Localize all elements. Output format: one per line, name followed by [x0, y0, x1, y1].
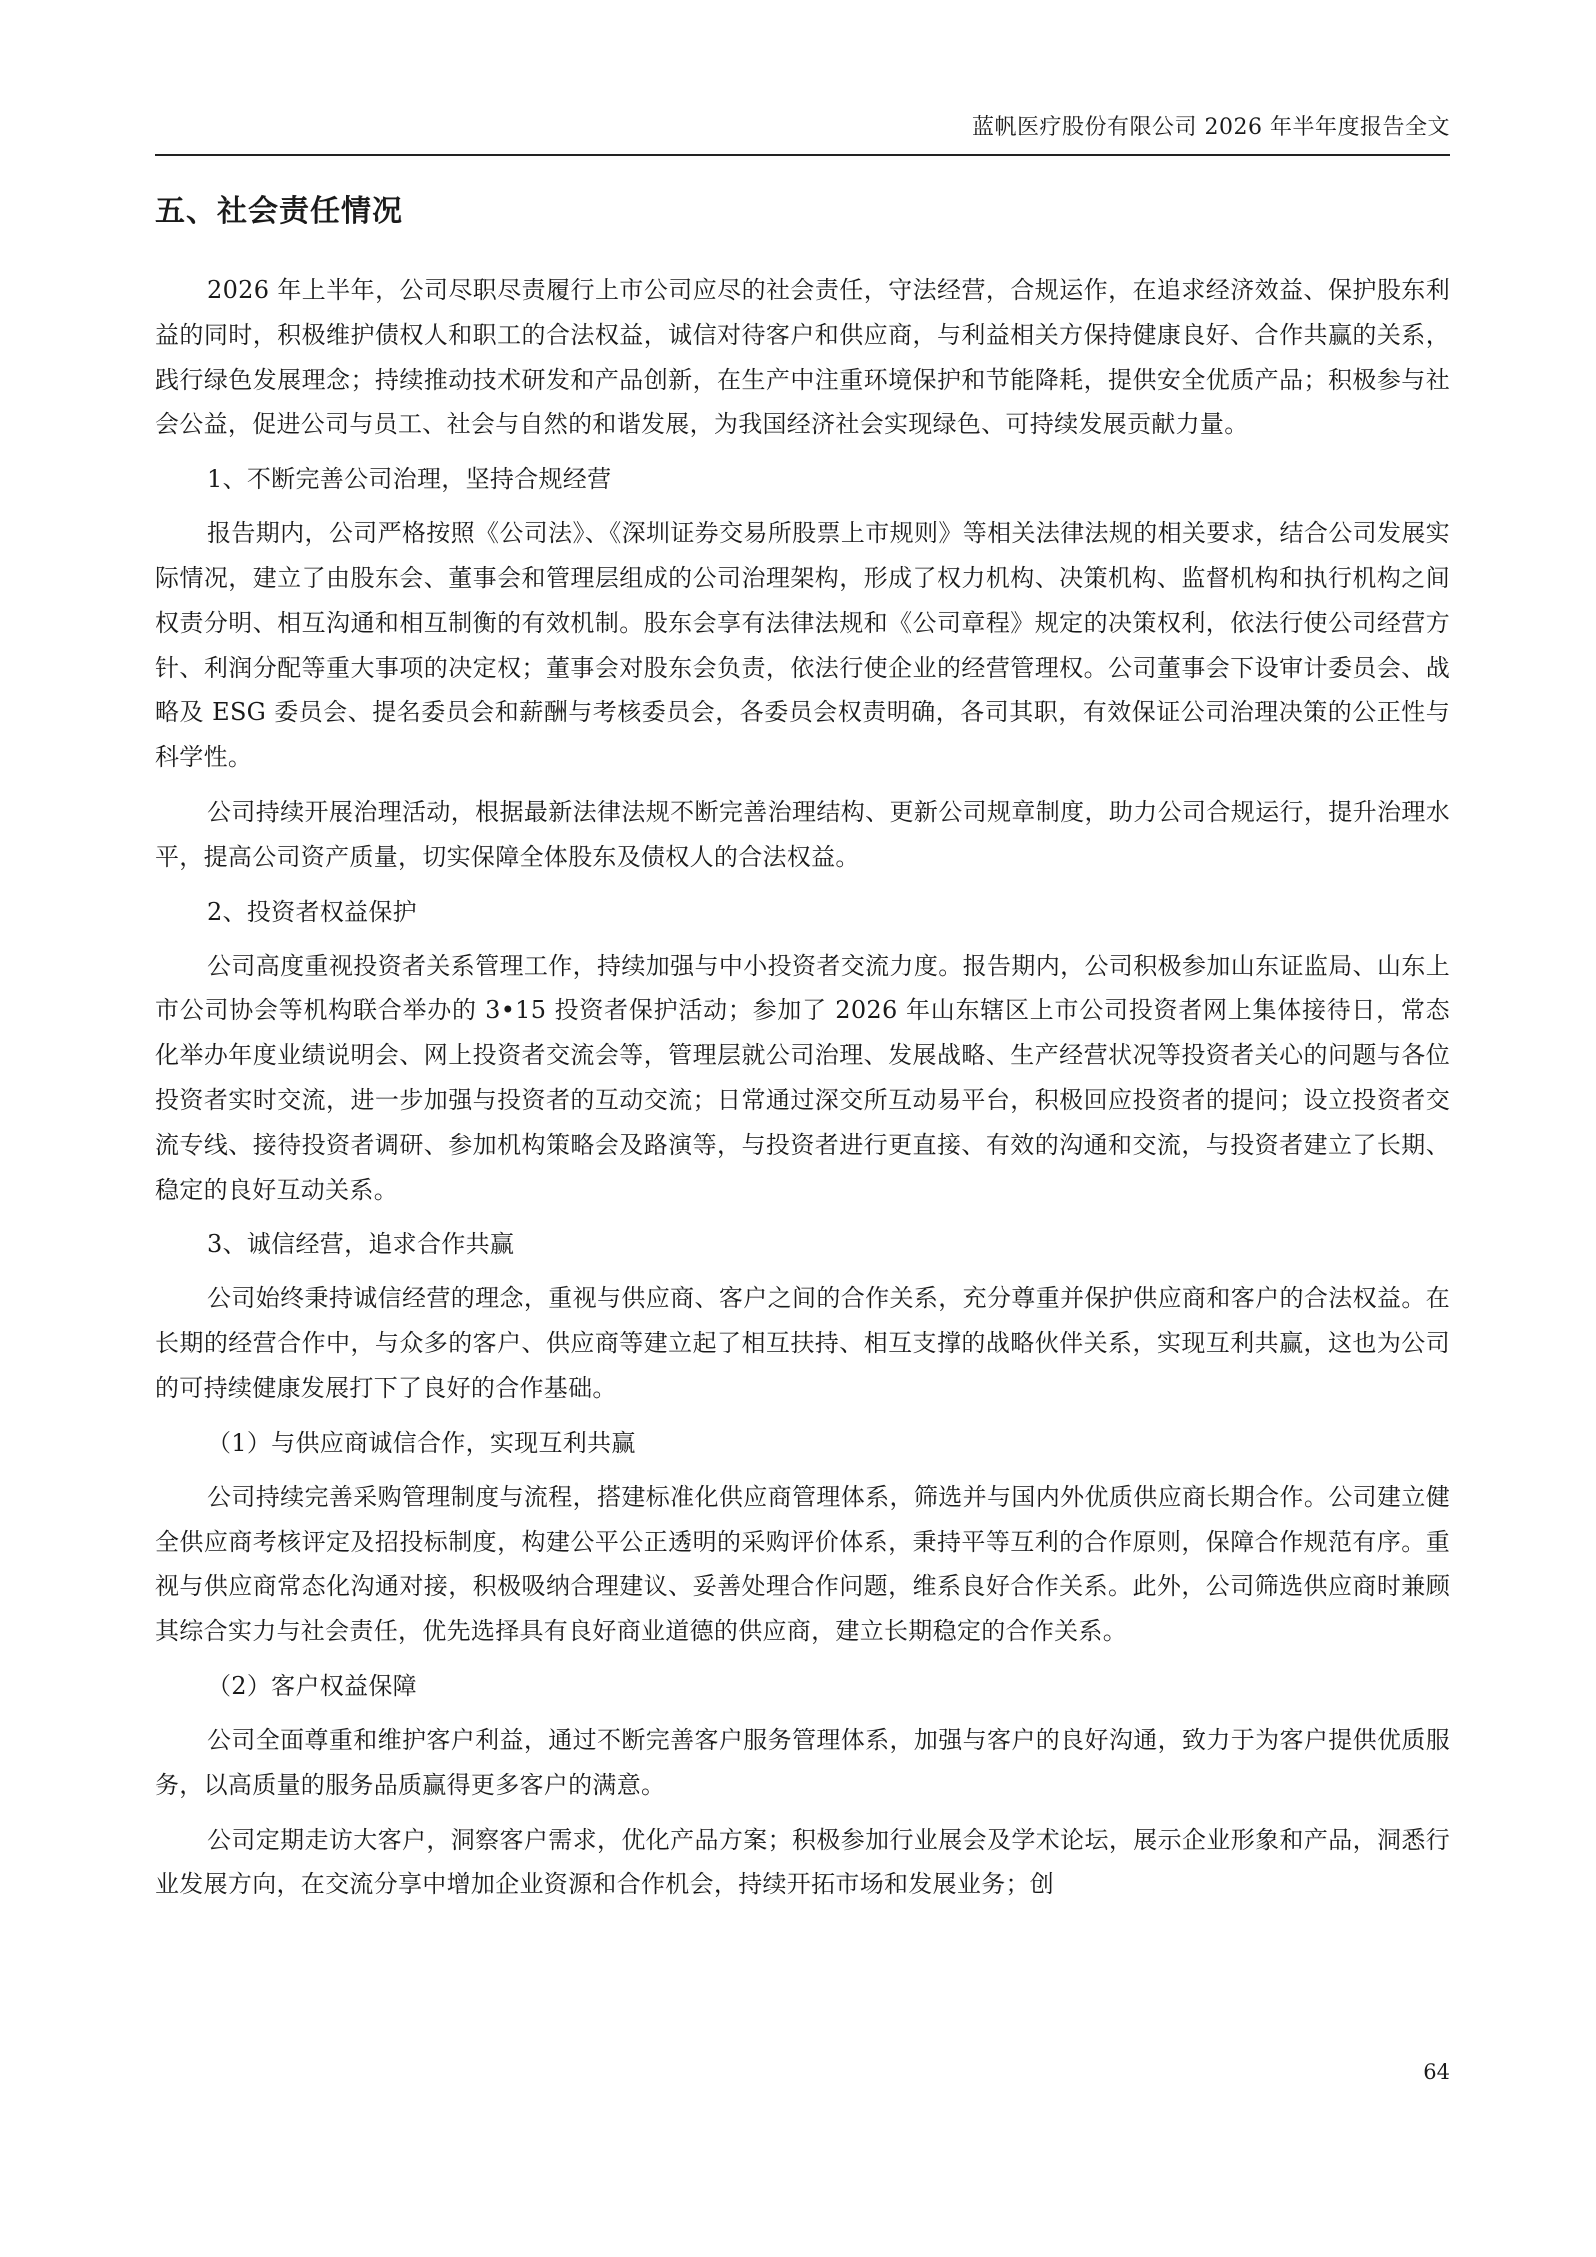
customer-visit-paragraph: 公司定期走访大客户，洞察客户需求，优化产品方案；积极参加行业展会及学术论坛，展示企业形象和产品，洞悉行业发展方向，在交流分享中增加企业资源和合作机会，持续开拓市场和发展业务；创: [155, 1825, 1450, 1899]
investor-protection-paragraph: 公司高度重视投资者关系管理工作，持续加强与中小投资者交流力度。报告期内，公司积极参加山东证监局、山东上市公司协会等机构联合举办的 3•15 投资者保护活动；参加了 2026 年山东辖区上市公司投资者网上集体接待日，常态化举办年度业绩说明会、网上投资者交流会等，管理层就公司治理、发展战略、生产经营状况等投资者关心的问题与各位投资者实时交流，进一步加强与投资者的互动交流；日常通过深交所互动易平台，积极回应投资者的提问；设立投资者交流专线、接待投资者调研、参加机构策略会及路演等，与投资者进行更直接、有效的沟通和交流，与投资者建立了长期、稳定的良好互动关系。: [155, 951, 1450, 1204]
page-number: 64: [1423, 2060, 1450, 2084]
integrity-paragraph: 公司始终秉持诚信经营的理念，重视与供应商、客户之间的合作关系，充分尊重并保护供应商和客户的合法权益。在长期的经营合作中，与众多的客户、供应商等建立起了相互扶持、相互支撑的战略伙伴关系，实现互利共赢，这也为公司的可持续健康发展打下了良好的合作基础。: [155, 1284, 1450, 1402]
subheading-integrity: 3、诚信经营，追求合作共赢: [207, 1230, 515, 1259]
header-text: 蓝帆医疗股份有限公司 2026 年半年度报告全文: [972, 115, 1450, 140]
subheading-governance: 1、不断完善公司治理，坚持合规经营: [207, 465, 612, 494]
governance-activities-paragraph: 公司持续开展治理活动，根据最新法律法规不断完善治理结构、更新公司规章制度，助力公司合规运行，提升治理水平，提高公司资产质量，切实保障全体股东及债权人的合法权益。: [155, 797, 1450, 871]
supplier-paragraph: 公司持续完善采购管理制度与流程，搭建标准化供应商管理体系，筛选并与国内外优质供应商长期合作。公司建立健全供应商考核评定及招投标制度，构建公平公正透明的采购评价体系，秉持平等互利的合作原则，保障合作规范有序。重视与供应商常态化沟通对接，积极吸纳合理建议、妥善处理合作问题，维系良好合作关系。此外，公司筛选供应商时兼顾其综合实力与社会责任，优先选择具有良好商业道德的供应商，建立长期稳定的合作关系。: [155, 1482, 1450, 1646]
subheading-supplier: （1）与供应商诚信合作，实现互利共赢: [207, 1428, 636, 1457]
page-content: [155, 190, 1450, 1917]
subheading-customer: （2）客户权益保障: [207, 1671, 417, 1700]
subheading-investor-protection: 2、投资者权益保护: [207, 897, 417, 926]
governance-paragraph: 报告期内，公司严格按照《公司法》、《深圳证券交易所股票上市规则》等相关法律法规的相关要求，结合公司发展实际情况，建立了由股东会、董事会和管理层组成的公司治理架构，形成了权力机构、决策机构、监督机构和执行机构之间权责分明、相互沟通和相互制衡的有效机制。股东会享有法律法规和《公司章程》规定的决策权利，依法行使公司经营方针、利润分配等重大事项的决定权；董事会对股东会负责，依法行使企业的经营管理权。公司董事会下设审计委员会、战略及 ESG 委员会、提名委员会和薪酬与考核委员会，各委员会权责明确，各司其职，有效保证公司治理决策的公正性与科学性。: [155, 519, 1450, 772]
page-header: [155, 112, 1450, 156]
intro-paragraph: 2026 年上半年，公司尽职尽责履行上市公司应尽的社会责任，守法经营，合规运作，在追求经济效益、保护股东利益的同时，积极维护债权人和职工的合法权益，诚信对待客户和供应商，与利益相关方保持健康良好、合作共赢的关系，践行绿色发展理念；持续推动技术研发和产品创新，在生产中注重环境保护和节能降耗，提供安全优质产品；积极参与社会公益，促进公司与员工、社会与自然的和谐发展，为我国经济社会实现绿色、可持续发展贡献力量。: [155, 276, 1450, 439]
customer-paragraph: 公司全面尊重和维护客户利益，通过不断完善客户服务管理体系，加强与客户的良好沟通，致力于为客户提供优质服务，以高质量的服务品质赢得更多客户的满意。: [155, 1725, 1450, 1799]
section-title: 五、社会责任情况: [155, 194, 403, 229]
